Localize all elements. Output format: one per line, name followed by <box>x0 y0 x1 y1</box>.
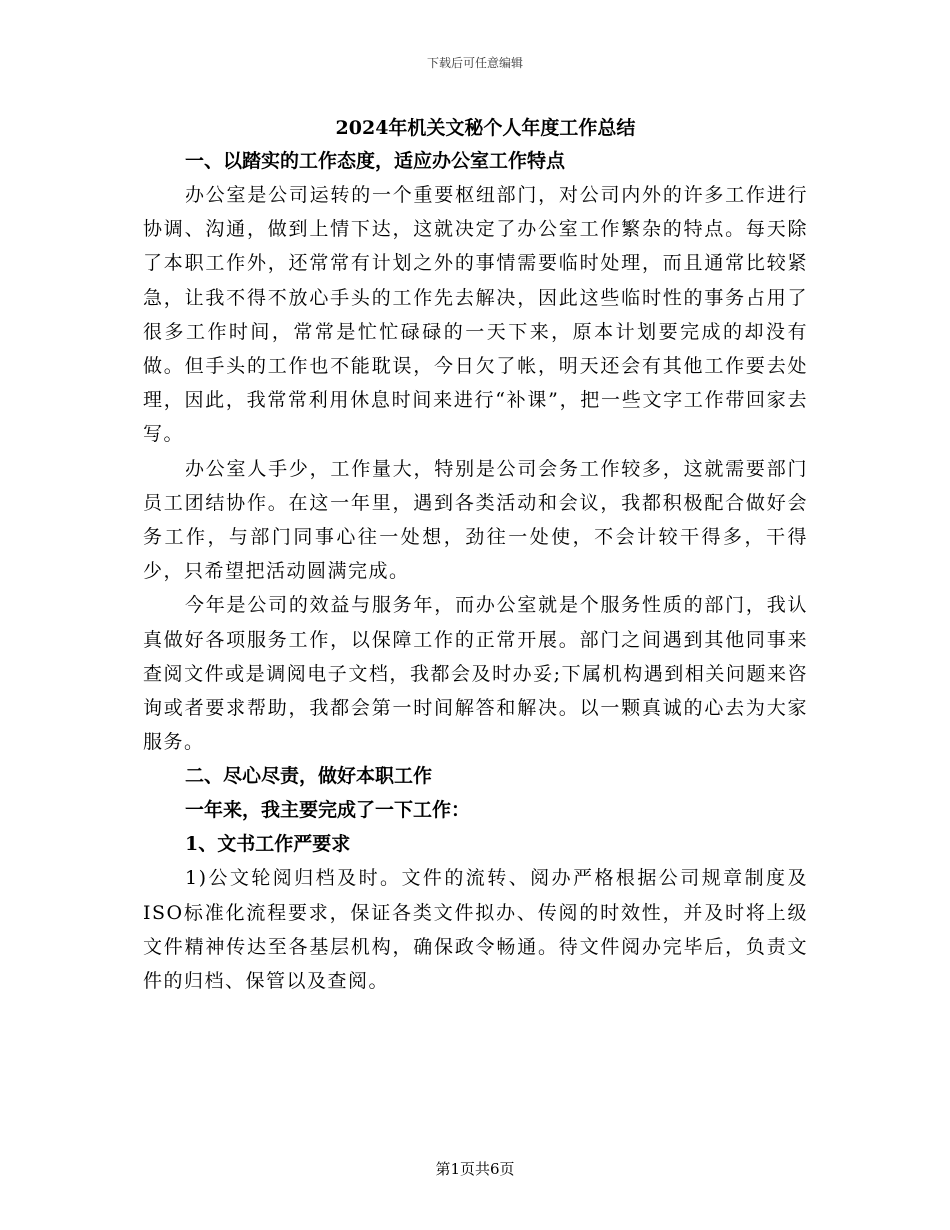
subsection-heading-1: 1、文书工作严要求 <box>185 833 351 856</box>
section-heading-2: 二、尽心尽责，做好本职工作 <box>185 765 433 788</box>
paragraph-2: 办公室人手少，工作量大，特别是公司会务工作较多，这就需要部门员工团结协作。在这一年里，遇到各类活动和会议，我都积极配合做好会务工作，与部门同事心往一处想，劲往一处使，不会计较干得多，干得少，只希望把活动圆满完成。 <box>143 457 808 583</box>
section-2-intro: 一年来，我主要完成了一下工作： <box>185 799 471 822</box>
subsection-1-paragraph: 1)公文轮阅归档及时。文件的流转、阅办严格根据公司规章制度及ISO标准化流程要求，保证各类文件拟办、传阅的时效性，并及时将上级文件精神传达至各基层机构，确保政令畅通。待文件阅办完毕后，负责文件的归档、保管以及查阅。 <box>143 867 808 993</box>
paragraph-1: 办公室是公司运转的一个重要枢纽部门，对公司内外的许多工作进行协调、沟通，做到上情下达，这就决定了办公室工作繁杂的特点。每天除了本职工作外，还常常有计划之外的事情需要临时处理，而且通常比较紧急，让我不得不放心手头的工作先去解决，因此这些临时性的事务占用了很多工作时间，常常是忙忙碌碌的一天下来，原本计划要完成的却没有做。但手头的工作也不能耽误，今日欠了帐，明天还会有其他工作要去处理，因此，我常常利用休息时间来进行“补课”，把一些文字工作带回家去写。 <box>143 184 808 446</box>
document-title: 2024年机关文秘个人年度工作总结 <box>335 117 636 139</box>
paragraph-3: 今年是公司的效益与服务年，而办公室就是个服务性质的部门，我认真做好各项服务工作，以保障工作的正常开展。部门之间遇到其他同事来查阅文件或是调阅电子文档，我都会及时办妥;下属机构遇到相关问题来咨询或者要求帮助，我都会第一时间解答和解决。以一颗真诚的心去为大家服务。 <box>143 594 808 754</box>
section-heading-1: 一、以踏实的工作态度，适应办公室工作特点 <box>185 150 566 172</box>
page-number: 第1页共6页 <box>435 1160 515 1178</box>
document-body <box>143 112 808 998</box>
page-header-note: 下载后可任意编辑 <box>426 56 523 70</box>
